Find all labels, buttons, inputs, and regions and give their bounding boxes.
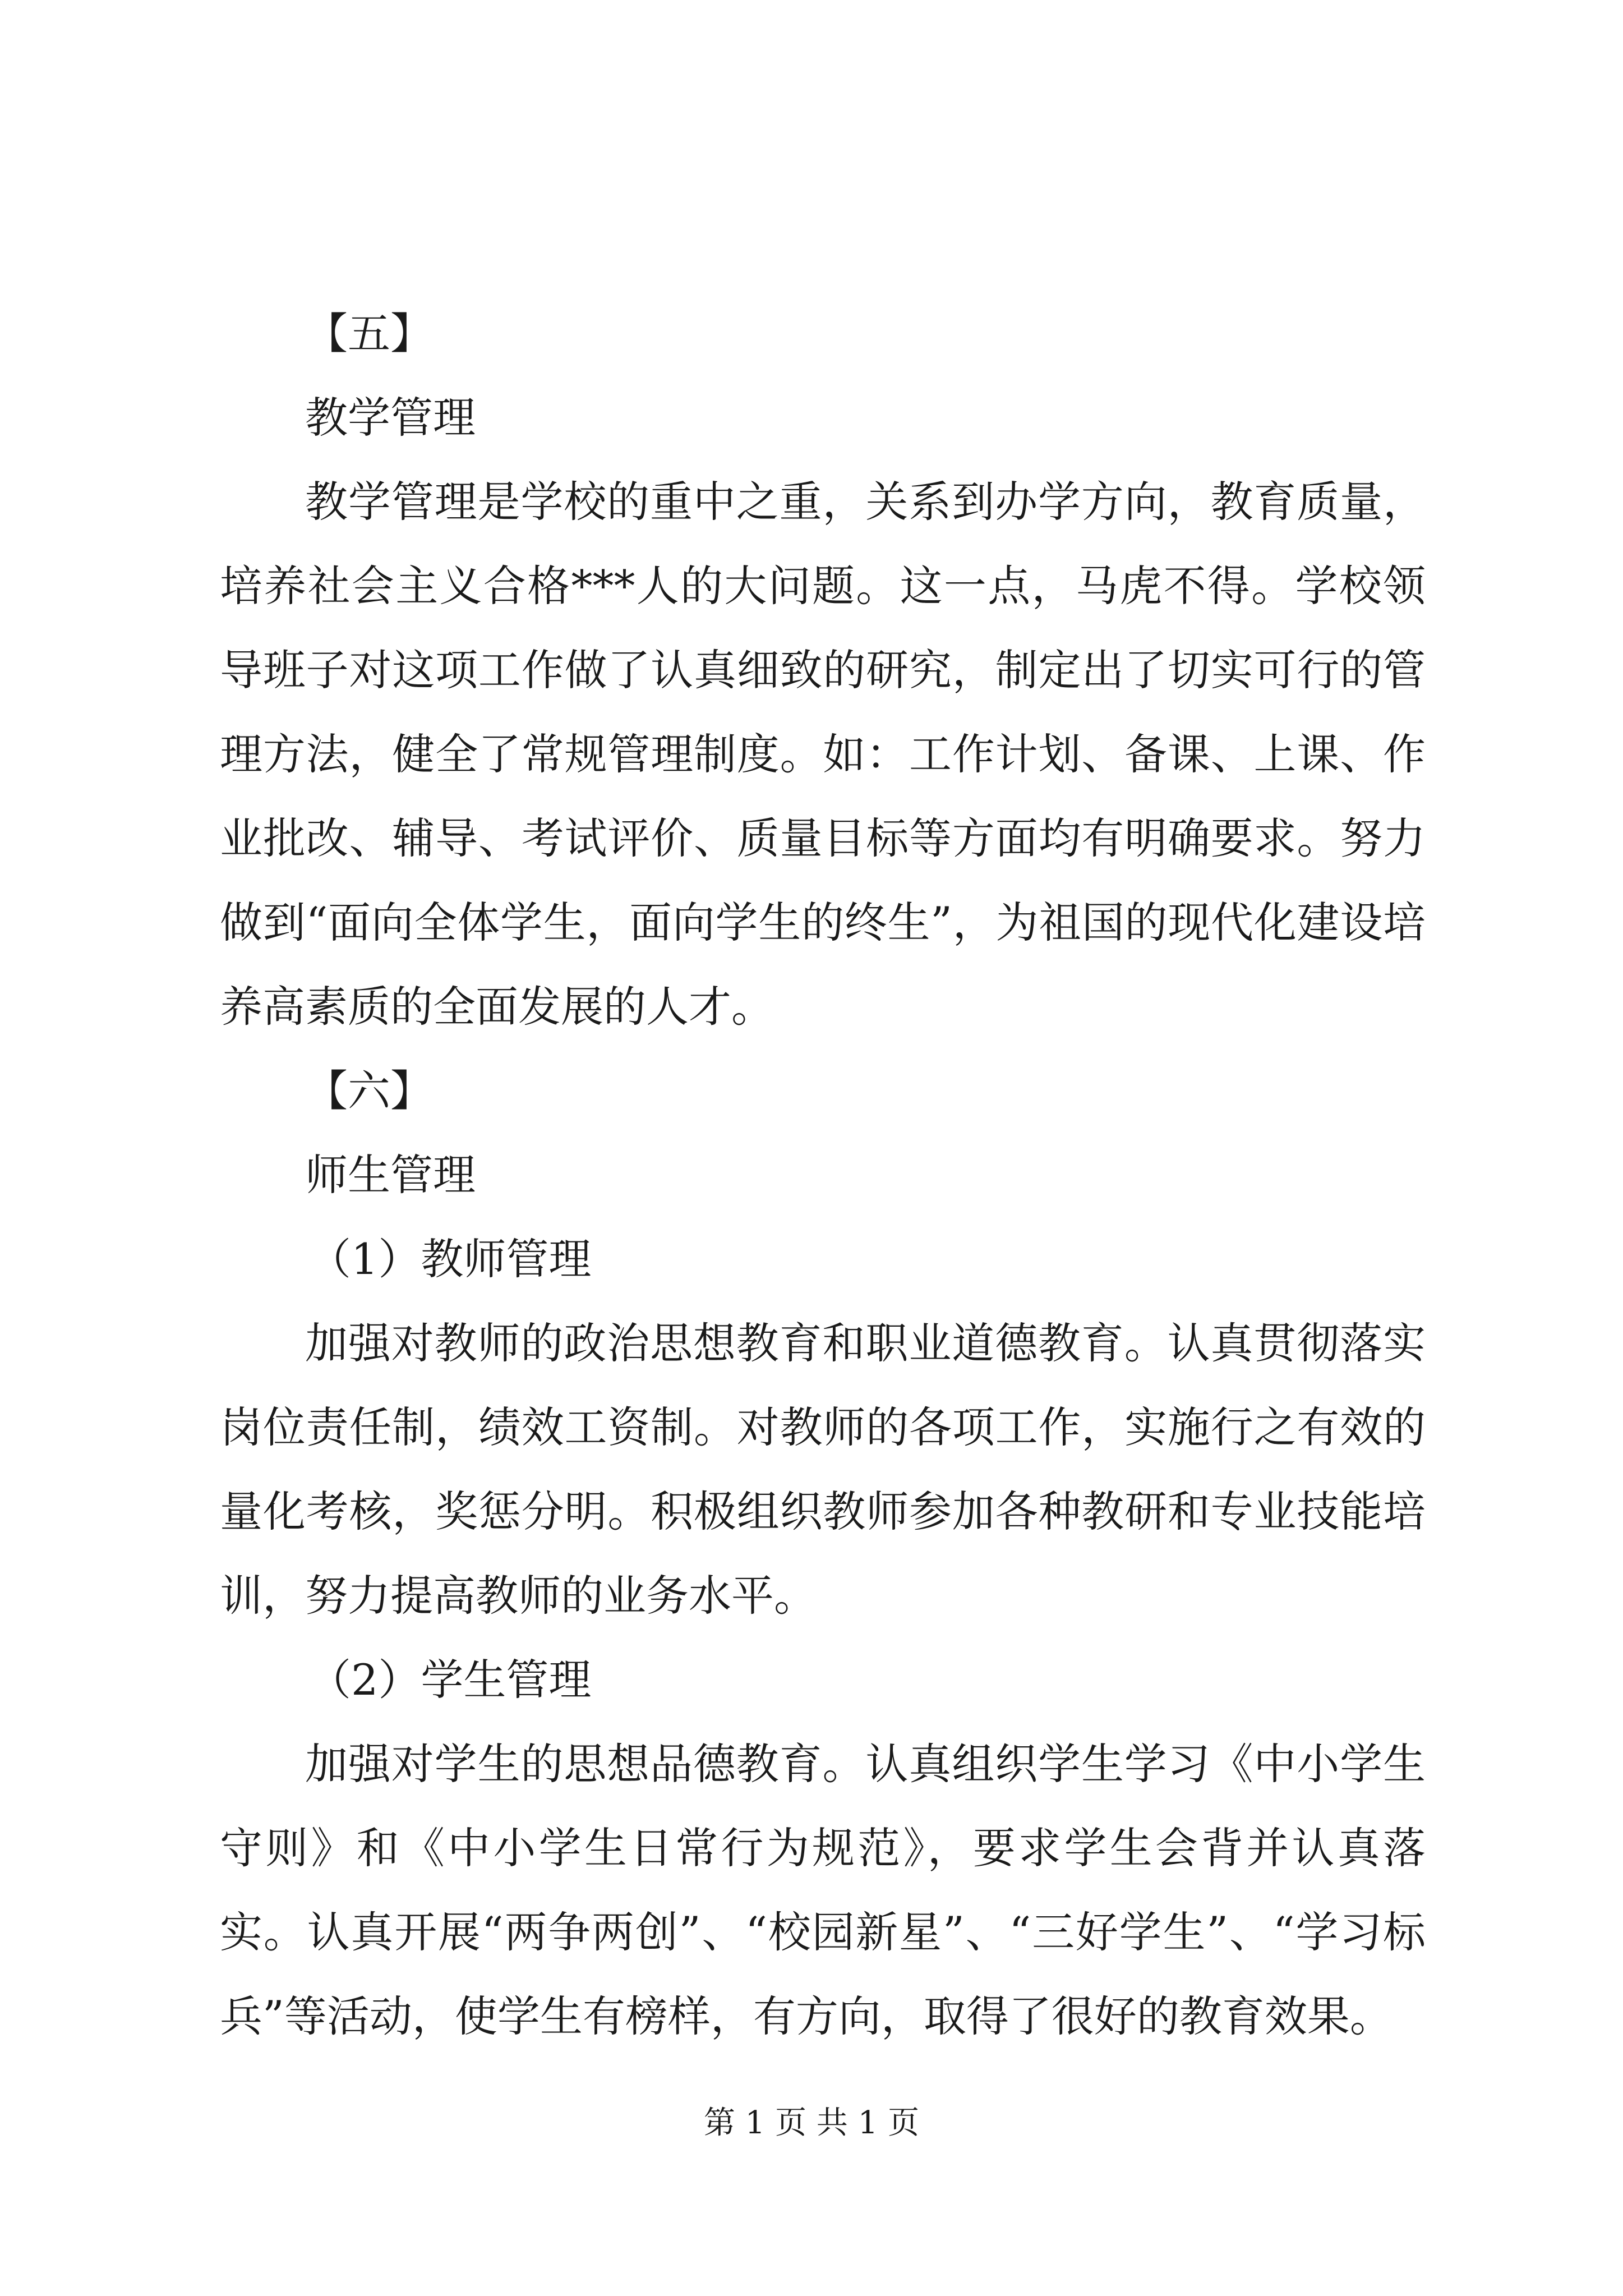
paragraph-student-management: 加强对学生的思想品德教育。认真组织学生学习《中小学生守则》和《中小学生日常行为规范》，要求学生会背并认真落实。认真开展“两争两创”、“校园新星”、“三好学生”、“学习标兵”等活动，使学生有榜样，有方向，取得了很好的教育效果。 [220,1739,1426,2041]
section-marker-six: 【六】 [305,1066,433,1116]
paragraph-teacher-management: 加强对教师的政治思想教育和职业道德教育。认真贯彻落实岗位责任制，绩效工资制。对教师的各项工作，实施行之有效的量化考核，奖惩分明。积极组织教师参加各种教研和专业技能培训，努力提高教师的业务水平。 [220,1318,1426,1621]
section-marker-five: 【五】 [305,309,433,358]
page-number-footer: 第 1 页 共 1 页 [703,2105,920,2141]
subsection-title-teacher-management: （1）教师管理 [308,1234,592,1284]
section-heading-teaching-management: 教学管理 [305,393,476,443]
paragraph-teaching-management: 教学管理是学校的重中之重，关系到办学方向，教育质量，培养社会主义合格***人的大问题。这一点，马虎不得。学校领导班子对这项工作做了认真细致的研究，制定出了切实可行的管理方法，健全了常规管理制度。如：工作计划、备课、上课、作业批改、辅导、考试评价、质量目标等方面均有明确要求。努力做到“面向全体学生，面向学生的终生”，为祖国的现代化建设培养高素质的全面发展的人才。 [220,477,1426,1032]
subsection-title-student-management: （2）学生管理 [308,1655,592,1705]
section-heading-teacher-student-management: 师生管理 [305,1150,476,1200]
document-body [220,292,1426,2059]
